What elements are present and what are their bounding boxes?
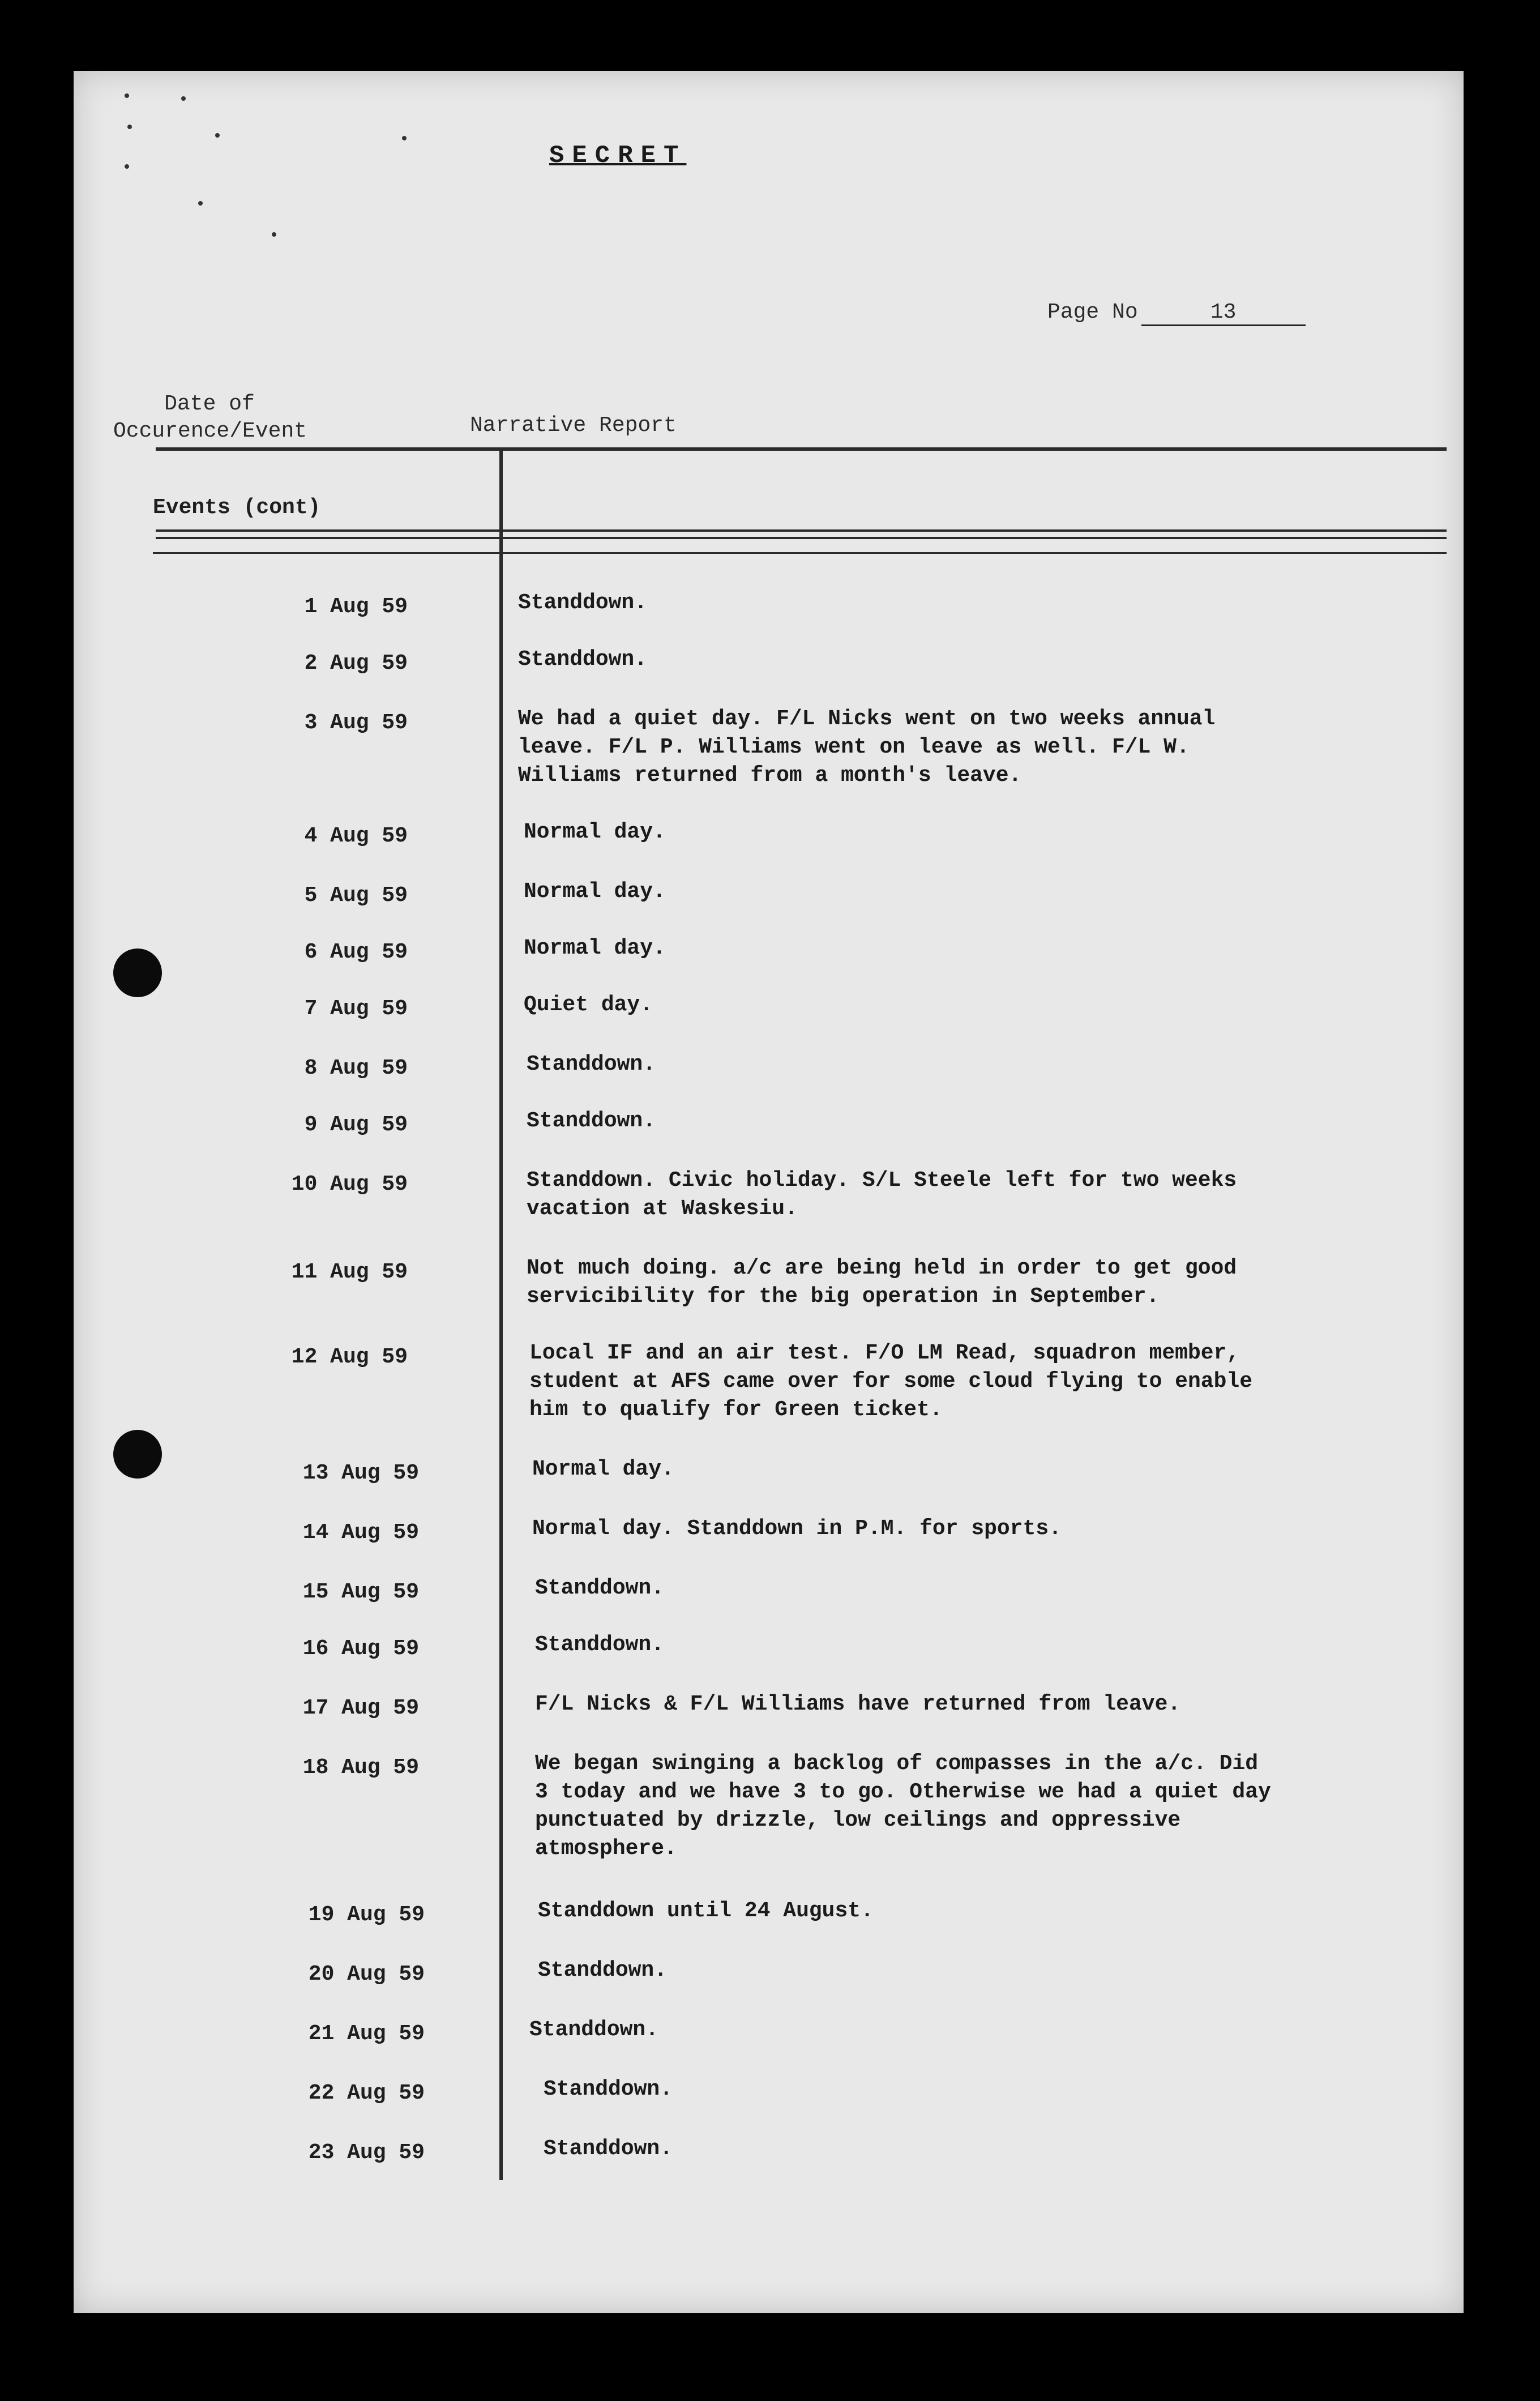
page-number-field (1047, 300, 1306, 326)
entry-date: 15 Aug 59 (302, 1580, 419, 1604)
events-section-label: Events (cont) (153, 495, 321, 520)
entry-narrative: Standdown. (529, 2018, 659, 2042)
entry-narrative: Quiet day. (524, 993, 653, 1017)
speck (127, 125, 132, 129)
entry-narrative: Local IF and an air test. F/O LM Read, squadron member, student at AFS came over for some cloud flying to enable him to qualify for Green ticket. (529, 1341, 1253, 1422)
entry-date: 14 Aug 59 (302, 1520, 419, 1545)
secret-heading: SECRET (549, 142, 687, 170)
entry-date: 10 Aug 59 (291, 1172, 408, 1197)
entry-date: 5 Aug 59 (304, 883, 408, 908)
entry-date: 13 Aug 59 (302, 1461, 419, 1485)
page-number: 13 (1141, 300, 1306, 326)
narrative-column-header: Narrative Report (470, 413, 677, 438)
speck (198, 201, 203, 206)
table-top-rule (156, 447, 1447, 451)
entry-date: 9 Aug 59 (304, 1113, 408, 1137)
header-rule-1 (156, 529, 1447, 532)
date-header-line-2: Occurence/Event (113, 419, 307, 443)
entry-narrative: F/L Nicks & F/L Williams have returned from leave. (535, 1692, 1181, 1716)
speck (272, 232, 276, 237)
speck (125, 164, 129, 169)
entry-narrative: Normal day. (524, 936, 666, 960)
entry-narrative: Standdown. (518, 647, 648, 672)
entry-narrative: Normal day. (532, 1457, 674, 1481)
entry-date: 8 Aug 59 (304, 1056, 408, 1080)
entry-narrative: Standdown. (544, 2137, 673, 2161)
speck (402, 136, 407, 140)
entry-date: 1 Aug 59 (304, 595, 408, 619)
page-number-label: Page No (1047, 300, 1138, 324)
date-header-line-1: Date of (164, 392, 255, 416)
column-divider (499, 447, 503, 2180)
speck (125, 93, 129, 98)
entry-date: 4 Aug 59 (304, 824, 408, 848)
entry-date: 3 Aug 59 (304, 711, 408, 735)
entry-date: 6 Aug 59 (304, 940, 408, 964)
entry-date: 17 Aug 59 (302, 1696, 419, 1720)
entry-date: 21 Aug 59 (308, 2022, 425, 2046)
entry-narrative: Standdown. (527, 1109, 656, 1133)
entry-narrative: Standdown until 24 August. (538, 1899, 874, 1923)
entry-narrative: Normal day. (524, 820, 666, 844)
entry-date: 19 Aug 59 (308, 1903, 425, 1927)
entry-narrative: Standdown. (538, 1958, 668, 1983)
entry-date: 2 Aug 59 (304, 651, 408, 676)
entry-date: 12 Aug 59 (291, 1345, 408, 1369)
entry-narrative: Standdown. (535, 1633, 665, 1657)
speck (181, 96, 186, 101)
punch-hole (113, 1430, 162, 1479)
header-rule-2 (156, 537, 1447, 539)
date-column-header (113, 391, 306, 445)
speck (215, 133, 220, 138)
entry-date: 20 Aug 59 (308, 1962, 425, 1986)
header-rule-3 (153, 552, 1447, 554)
entry-date: 11 Aug 59 (291, 1260, 408, 1284)
punch-hole (113, 949, 162, 997)
entry-date: 22 Aug 59 (308, 2081, 425, 2105)
entry-narrative: Normal day. Standdown in P.M. for sports. (532, 1516, 1062, 1541)
entry-date: 18 Aug 59 (302, 1755, 419, 1780)
entry-date: 16 Aug 59 (302, 1637, 419, 1661)
entry-narrative: Standdown. Civic holiday. S/L Steele left for two weeks vacation at Waskesiu. (527, 1168, 1237, 1221)
entry-narrative: We began swinging a backlog of compasses in the a/c. Did 3 today and we have 3 to go. Otherwise we had a quiet day punctuated by drizzle, low ceilings and oppressive atmosphere. (535, 1751, 1271, 1861)
entry-narrative: Standdown. (544, 2077, 673, 2101)
entry-narrative: We had a quiet day. F/L Nicks went on two weeks annual leave. F/L P. Williams went on leave as well. F/L W. Williams returned from a month's leave. (518, 707, 1216, 788)
entry-date: 7 Aug 59 (304, 997, 408, 1021)
entry-date: 23 Aug 59 (308, 2141, 425, 2165)
entry-narrative: Normal day. (524, 879, 666, 904)
entry-narrative: Not much doing. a/c are being held in order to get good servicibility for the big operation in September. (527, 1256, 1237, 1309)
entry-narrative: Standdown. (518, 591, 648, 615)
entry-narrative: Standdown. (527, 1052, 656, 1076)
entry-narrative: Standdown. (535, 1576, 665, 1600)
